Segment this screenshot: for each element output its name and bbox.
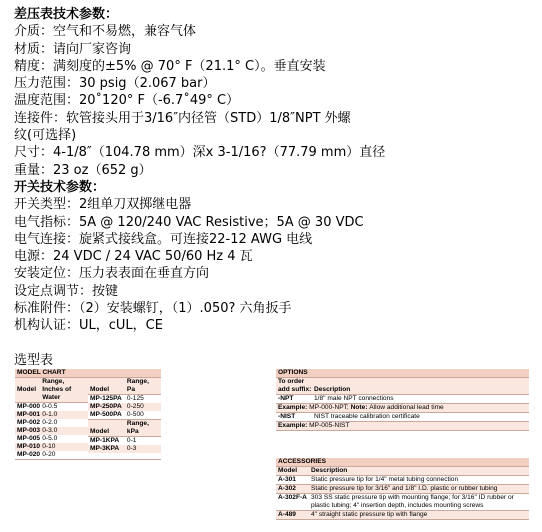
table-row: A-301 Static pressure tip for 1/4" metal tubing connection (276, 475, 529, 484)
model-chart-left-col (15, 378, 88, 459)
switch-line-power: 电源：24 VDC / 24 VAC 50/60 Hz 4 瓦 (14, 249, 253, 265)
table-row: MP-010 0-10 (15, 443, 88, 451)
table-row: MP-125PA 0-125 (88, 394, 161, 403)
selection-table-title: 选型表 (14, 353, 54, 368)
spec-line-dimensions: 尺寸：4-1/8″（104.78 mm）深x 3-1/16?（77.79 mm）直径 (14, 145, 386, 161)
example-row: Example: MP-005-NIST (276, 421, 529, 431)
switch-spec-heading: 开关技术参数： (14, 179, 106, 195)
switch-line-accessories: 标准附件：（2）安装螺钉，（1）.050? 六角扳手 (14, 301, 292, 317)
model-chart-right-col (88, 378, 161, 459)
switch-line-approvals: 机构认证：UL，cUL，CE (14, 318, 163, 334)
header-range: Range, (126, 420, 149, 427)
table-row: MP-1KPA 0-1 (88, 436, 161, 445)
spec-section (14, 6, 538, 335)
table-row: A-302F-A 303 SS static pressure tip with mounting flange; for 3/16" ID rubber or plastic tubing; 4" insertion depth, includes mounting screws (276, 493, 529, 510)
spec-line-accuracy: 精度：满刻度的±5% @ 70° F（21.1° C）。垂直安装 (14, 58, 326, 74)
table-row: -NPT 1/8" male NPT connections (276, 394, 529, 403)
spec-line-weight: 重量：23 oz（652 g） (14, 162, 152, 178)
model-chart-table (15, 369, 161, 460)
header-to-order: To order (278, 378, 305, 385)
header-model: Model (90, 428, 110, 435)
example-row: Example: MP-000-NPT; Note: Allow additional lead time (276, 403, 529, 412)
table-row: MP-250PA 0-250 (88, 403, 161, 411)
table-row: MP-000 0-0.5 (15, 402, 88, 411)
table-row: A-302 Static pressure tip for 3/16" and 1/8" I.D. plastic or rubber tubing (276, 484, 529, 493)
switch-line-mounting: 安装定位：压力表表面在垂直方向 (14, 266, 210, 282)
header-model: Model (278, 467, 298, 474)
switch-line-setpoint: 设定点调节：按键 (14, 283, 119, 299)
accessories-table (276, 458, 529, 520)
header-range-unit: Pa (126, 386, 135, 393)
options-table (276, 369, 529, 431)
table-row: MP-500PA 0-500 (90, 411, 144, 418)
accessories-caption: ACCESSORIES (276, 458, 529, 467)
table-row: MP-3KPA 0-3 (88, 445, 161, 453)
table-row: MP-005 0-5.0 (17, 435, 58, 442)
spec-line-temperature-range: 温度范围：20˚120° F（-6.7˚49° C） (14, 93, 240, 109)
table-row: MP-020 0-20 (17, 451, 56, 458)
header-model: Model (90, 386, 110, 393)
header-range-unit: Inches of Water (42, 386, 72, 401)
header-range: Range, (126, 378, 149, 385)
table-row: MP-003 0-3.0 (15, 427, 88, 435)
header-description: Description (311, 467, 348, 474)
header-suffix: add suffix: (278, 386, 312, 393)
table-row: A-489 4" straight static pressure tip with flange (276, 510, 529, 520)
header-range-unit: kPa (126, 428, 139, 435)
header-model: Model (17, 386, 37, 393)
table-row: -NIST NIST traceable calibration certificate (276, 412, 529, 421)
switch-line-electrical: 电气指标：5A @ 120/240 VAC Resistive；5A @ 30 VDC (14, 214, 364, 230)
switch-line-type: 开关类型：2组单刀双掷继电器 (14, 197, 192, 213)
options-caption: OPTIONS (276, 369, 529, 378)
spec-line-pressure-range: 压力范围：30 psig（2.067 bar） (14, 76, 216, 92)
table-row: MP-002 0-2.0 (17, 419, 58, 426)
spec-line-material: 材质：请向厂家咨询 (14, 41, 132, 57)
switch-line-connection: 电气连接：旋紧式接线盒。可连接22-12 AWG 电线 (14, 231, 313, 247)
model-chart-caption: MODEL CHART (15, 369, 161, 378)
table-row: MP-001 0-1.0 (15, 411, 88, 419)
spec-line-media: 介质：空气和不易燃，兼容气体 (14, 24, 197, 40)
header-range: Range, (42, 378, 65, 385)
header-description: Description (314, 386, 351, 393)
spec-line-connection: 连接件：软管接头用于3/16″内径管（STD）1/8″NPT 外螺 (14, 110, 351, 126)
gauge-spec-heading: 差压表技术参数： (14, 7, 119, 22)
spec-line-connection-cont: 纹(可选择) (14, 128, 77, 144)
